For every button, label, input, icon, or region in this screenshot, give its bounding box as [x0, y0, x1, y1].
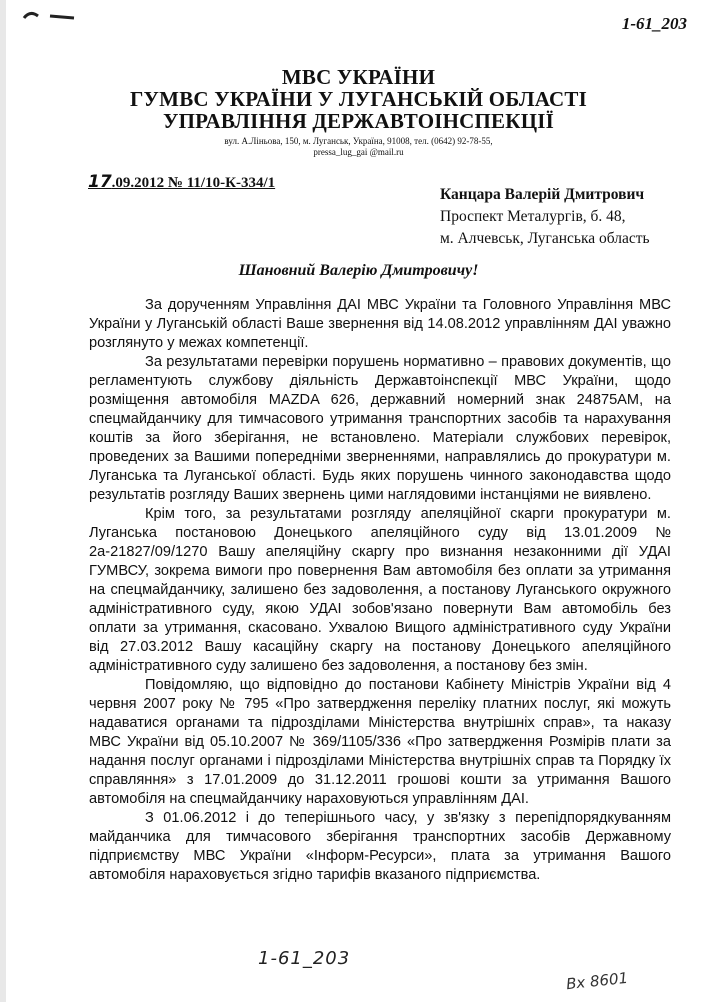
- scan-artifact-mark: [20, 6, 80, 26]
- recipient-block: [440, 184, 650, 250]
- paragraph-5: З 01.06.2012 і до теперішнього часу, у зв'язку з перепідпорядкуванням майданчика для тимчасового зберігання транспортних засобів Державному підприємству МВС України «Інформ-Ресурси», плата за утримання Вашого автомобіля нараховується згідно тарифів вказаного підприємства.: [89, 810, 671, 883]
- paragraph-1: За дорученням Управління ДАІ МВС України та Головного Управління МВС України у Луганській області Ваше звернення від 14.08.2012 управлінням ДАІ уважно розглянуто у межах компетенції.: [89, 297, 671, 351]
- recipient-street: Проспект Металургів, б. 48,: [440, 208, 626, 225]
- letterhead: [0, 66, 717, 158]
- salutation: Шановний Валерію Дмитровичу!: [238, 262, 479, 279]
- letterhead-address: вул. А.Ліньова, 150, м. Луганськ, Україна, 91008, тел. (0642) 92-78-55,: [224, 136, 493, 146]
- handwritten-incoming-stamp: Вх 8601: [565, 968, 629, 994]
- letterhead-department: ГУМВС УКРАЇНИ У ЛУГАНСЬКІЙ ОБЛАСТІ: [130, 87, 587, 111]
- letterhead-email: pressa_lug_gai @mail.ru: [313, 147, 404, 157]
- letter-body: [89, 296, 671, 885]
- outgoing-day-handwritten: 17: [88, 172, 112, 192]
- outgoing-number: [88, 172, 275, 192]
- letterhead-division: УПРАВЛІННЯ ДЕРЖАВТОІНСПЕКЦІЇ: [163, 109, 554, 133]
- handwritten-footer-code: 1-61_203: [258, 948, 351, 969]
- letterhead-ministry: МВС УКРАЇНИ: [281, 65, 436, 89]
- paragraph-2: За результатами перевірки порушень нормативно – правових документів, що регламентують службову діяльність Державтоінспекції МВС України, щодо розміщення автомобіля MAZDA 626, державний номерний знак 24875AM, на спецмайданчику для тимчасового утримання транспортних засобів та нарахування коштів за його зберігання, не встановлено. Матеріали службових перевірок, проведених за Вашими попередніми зверненнями, направлялись до прокуратури м. Луганська та Луганської області. Будь яких порушень чинного законодавства щодо результатів розгляду Ваших звернень цими наглядовими інстанціями не виявлено.: [89, 354, 671, 503]
- recipient-city: м. Алчевськ, Луганська область: [440, 230, 650, 247]
- paragraph-3: Крім того, за результатами розгляду апеляційної скарги прокуратури м. Луганська постановою Донецького апеляційного суду від 13.01.2009 № 2а-21827/09/1270 Вашу апеляційну скаргу про визнання незаконними дії УДАІ ГУМВСУ, зокрема вимоги про повернення Вам автомобіля без оплати за утримання на спецмайданчику, залишено без задоволення, а постанову Луганського окружного адміністративного суду, якою УДАІ зобов'язано повернути Вам автомобіль без оплати за утримання, скасовано. Ухвалою Вищого адміністративного суду України від 27.03.2012 Вашу касаційну скаргу на постанову Донецького апеляційного адміністративного суду залишено без задоволення, а постанову без змін.: [89, 506, 671, 674]
- recipient-name: Канцара Валерій Дмитрович: [440, 186, 645, 203]
- paragraph-4: Повідомляю, що відповідно до постанови Кабінету Міністрів України від 4 червня 2007 року № 795 «Про затвердження переліку платних послуг, які можуть надаватися органами та підрозділами Міністерства внутрішніх справ», та наказу МВС України від 05.10.2007 № 369/1105/336 «Про затвердження Розмірів плати за надання послуг органами і підрозділами Міністерства внутрішніх справ та Порядку їх справляння» з 17.01.2009 до 31.12.2011 грошові кошти за утримання Вашого автомобіля на спецмайданчику нараховуються управлінням ДАІ.: [89, 677, 671, 807]
- outgoing-number-text: .09.2012 № 11/10-К-334/1: [111, 175, 276, 191]
- corner-registration-code: 1-61_203: [621, 14, 687, 33]
